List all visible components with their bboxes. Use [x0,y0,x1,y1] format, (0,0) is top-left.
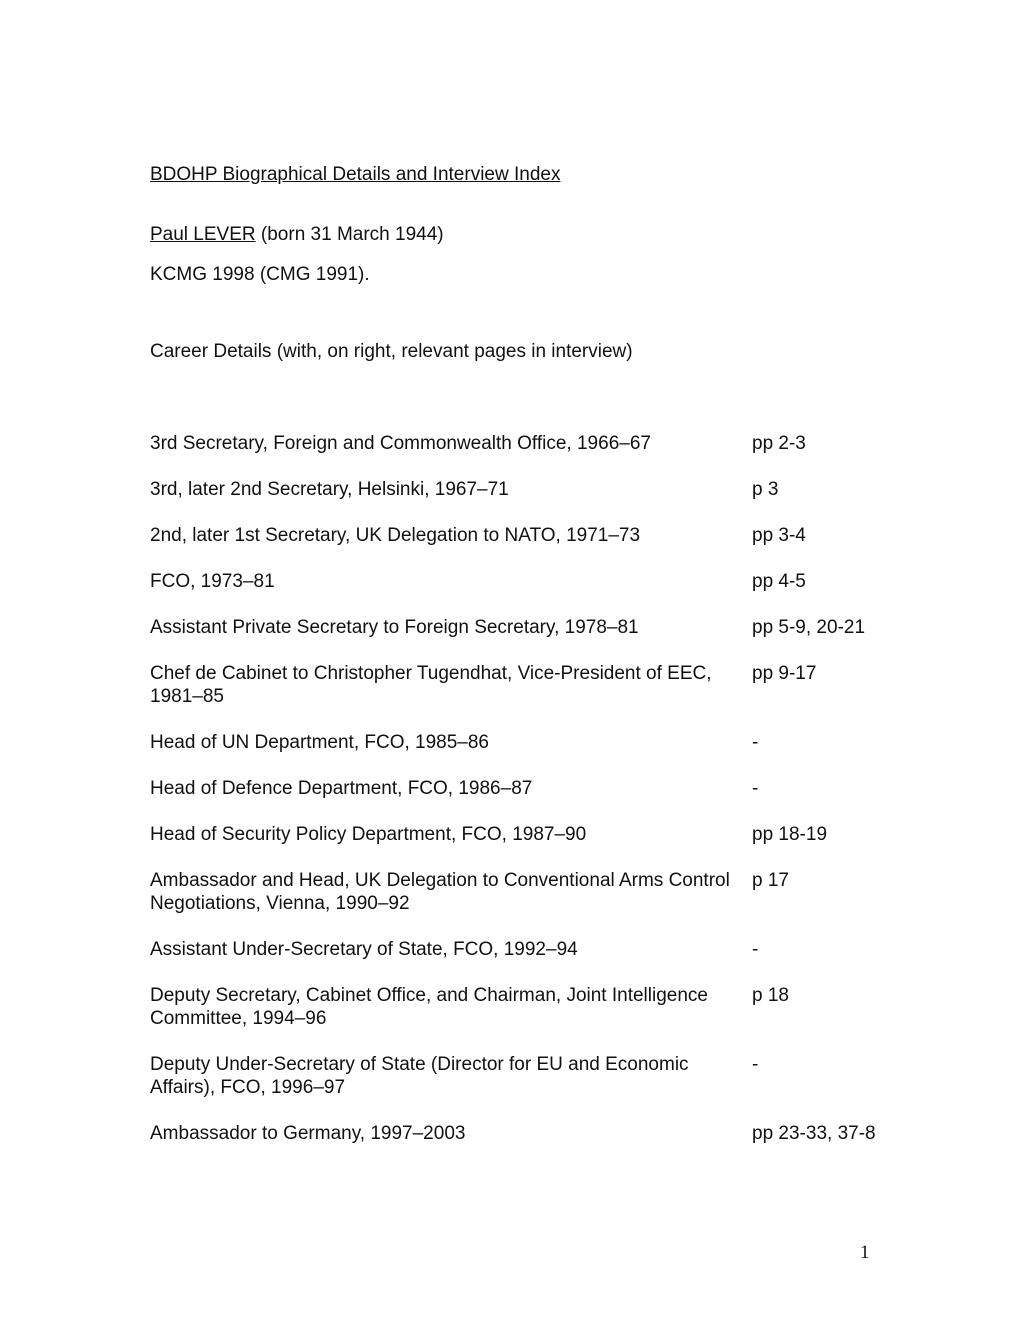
career-description: Assistant Under-Secretary of State, FCO, 1992–94 [150,939,578,960]
career-description: 3rd, later 2nd Secretary, Helsinki, 1967–71 [150,479,509,500]
page-number: 1 [860,1242,870,1263]
document-heading: BDOHP Biographical Details and Interview Index [150,164,561,185]
career-description: Ambassador and Head, UK Delegation to Conventional Arms Control Negotiations, Vienna, 1990–92 [150,870,730,914]
career-description: Chef de Cabinet to Christopher Tugendhat, Vice-President of EEC, 1981–85 [150,663,712,707]
career-description: Deputy Under-Secretary of State (Director for EU and Economic Affairs), FCO, 1996–97 [150,1054,689,1098]
career-row [150,662,890,708]
career-row [150,777,890,800]
career-pages: p 18 [752,985,789,1006]
career-pages: - [752,1054,759,1075]
career-description: Assistant Private Secretary to Foreign Secretary, 1978–81 [150,617,639,638]
person-name: Paul LEVER [150,224,256,245]
career-row [150,524,890,547]
career-pages: pp 3-4 [752,525,806,546]
person-birth: (born 31 March 1944) [260,224,444,245]
career-description: Ambassador to Germany, 1997–2003 [150,1123,466,1144]
career-pages: pp 5-9, 20-21 [752,617,866,638]
career-pages: - [752,939,759,960]
career-pages: - [752,732,759,753]
honours: KCMG 1998 (CMG 1991). [150,264,370,285]
career-description: 2nd, later 1st Secretary, UK Delegation to NATO, 1971–73 [150,525,641,546]
career-description: Head of Security Policy Department, FCO, 1987–90 [150,824,587,845]
career-list [150,432,890,1168]
career-row [150,731,890,754]
career-pages: pp 23-33, 37-8 [752,1123,876,1144]
career-pages: pp 9-17 [752,663,817,684]
career-row [150,1053,890,1099]
person-line [150,224,444,246]
career-row [150,432,890,455]
career-description: FCO, 1973–81 [150,571,275,592]
career-row [150,616,890,639]
career-description: 3rd Secretary, Foreign and Commonwealth Office, 1966–67 [150,433,651,454]
career-pages: - [752,778,759,799]
career-description: Head of Defence Department, FCO, 1986–87 [150,778,533,799]
career-row [150,478,890,501]
career-pages: pp 2-3 [752,433,806,454]
career-description: Deputy Secretary, Cabinet Office, and Chairman, Joint Intelligence Committee, 1994–96 [150,985,708,1029]
career-description: Head of UN Department, FCO, 1985–86 [150,732,490,753]
career-pages: p 3 [752,479,779,500]
career-heading: Career Details (with, on right, relevant pages in interview) [150,341,633,362]
career-row [150,570,890,593]
career-row [150,1122,890,1145]
career-row [150,938,890,961]
career-row [150,823,890,846]
career-pages: pp 4-5 [752,571,806,592]
career-row [150,869,890,915]
career-pages: p 17 [752,870,789,891]
career-row [150,984,890,1030]
career-pages: pp 18-19 [752,824,828,845]
